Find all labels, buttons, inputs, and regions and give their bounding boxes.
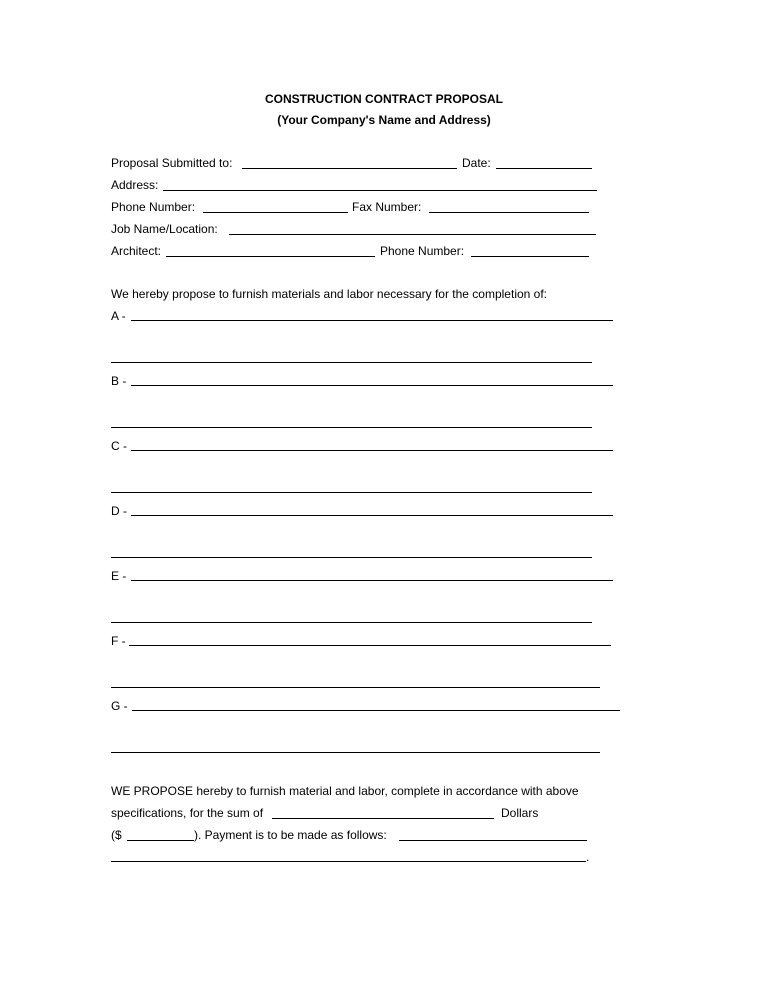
document-subtitle: (Your Company's Name and Address)	[277, 113, 491, 127]
scope-item-label: C -	[111, 439, 127, 453]
scope-item-field[interactable]	[131, 515, 613, 516]
dollars-label: Dollars	[501, 806, 539, 820]
phone-number-label: Phone Number:	[111, 200, 196, 214]
scope-item-field[interactable]	[131, 450, 613, 451]
proposal-sum-label: specifications, for the sum of	[111, 806, 264, 820]
scope-item-continuation-field[interactable]	[111, 752, 600, 753]
scope-item-field[interactable]	[132, 710, 620, 711]
architect-phone-field[interactable]	[471, 256, 589, 257]
scope-item-continuation-field[interactable]	[111, 427, 592, 428]
scope-item-continuation-field[interactable]	[111, 362, 592, 363]
proposal-submitted-label: Proposal Submitted to:	[111, 156, 233, 170]
scope-item-continuation-field[interactable]	[111, 687, 600, 688]
architect-label: Architect:	[111, 244, 162, 258]
sum-field[interactable]	[272, 818, 494, 819]
scope-item-continuation-field[interactable]	[111, 492, 592, 493]
scope-item-label: D -	[111, 504, 127, 518]
scope-item-label: G -	[111, 699, 128, 713]
payment-terms-field[interactable]	[399, 840, 587, 841]
scope-item-label: E -	[111, 569, 127, 583]
architect-field[interactable]	[166, 256, 375, 257]
scope-item-label: B -	[111, 374, 127, 388]
job-name-field[interactable]	[229, 234, 596, 235]
fax-number-field[interactable]	[429, 212, 589, 213]
phone-number-field[interactable]	[203, 212, 348, 213]
date-field[interactable]	[496, 168, 592, 169]
scope-item-field[interactable]	[131, 580, 613, 581]
amount-open-label: ($	[111, 828, 122, 842]
proposal-statement: WE PROPOSE hereby to furnish material and labor, complete in accordance with above	[111, 784, 579, 798]
end-period: .	[586, 850, 590, 864]
scope-intro: We hereby propose to furnish materials and labor necessary for the completion of:	[111, 287, 548, 301]
scope-item-label: A -	[111, 309, 126, 323]
payment-terms-label: ). Payment is to be made as follows:	[194, 828, 387, 842]
proposal-submitted-field[interactable]	[242, 168, 457, 169]
architect-phone-label: Phone Number:	[380, 244, 465, 258]
address-label: Address:	[111, 178, 159, 192]
payment-terms-continuation-field[interactable]	[111, 861, 586, 862]
scope-item-continuation-field[interactable]	[111, 622, 592, 623]
job-name-label: Job Name/Location:	[111, 222, 218, 236]
scope-item-field[interactable]	[131, 385, 613, 386]
scope-item-field[interactable]	[129, 645, 611, 646]
scope-item-field[interactable]	[131, 320, 613, 321]
fax-number-label: Fax Number:	[352, 200, 422, 214]
scope-item-label: F -	[111, 634, 126, 648]
date-label: Date:	[462, 156, 491, 170]
amount-field[interactable]	[127, 840, 194, 841]
scope-item-continuation-field[interactable]	[111, 557, 592, 558]
document-title: CONSTRUCTION CONTRACT PROPOSAL	[265, 92, 503, 106]
address-field[interactable]	[163, 190, 597, 191]
